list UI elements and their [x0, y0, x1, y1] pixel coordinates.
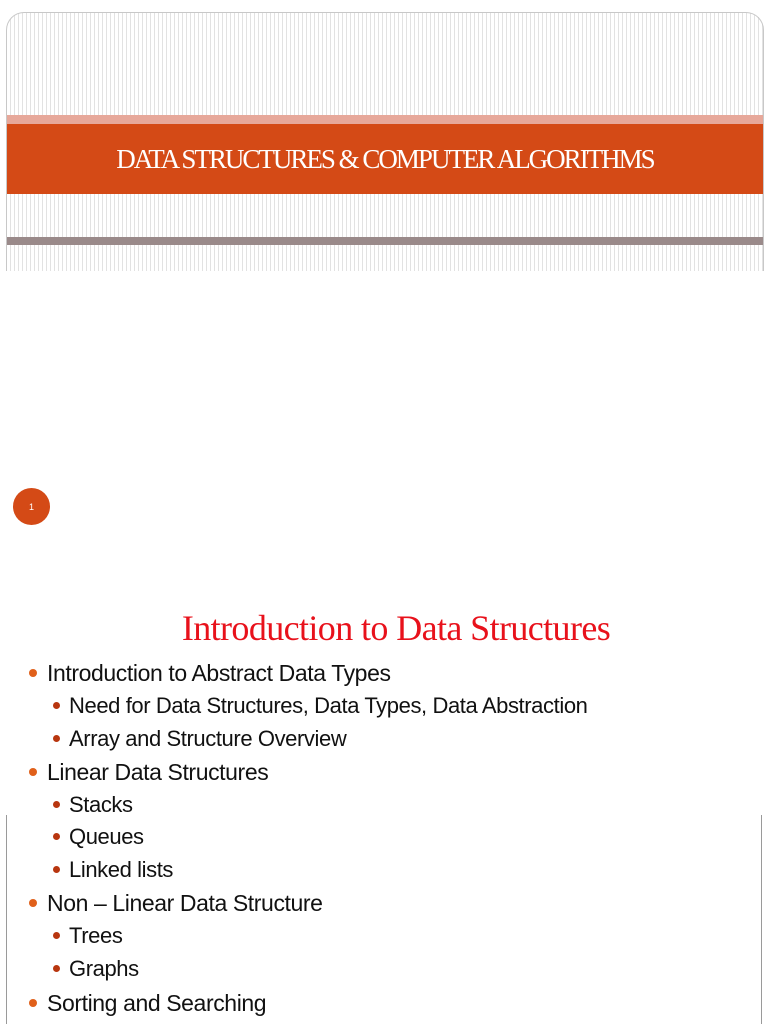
page-number-badge: 1: [13, 488, 50, 525]
outline-item: [29, 759, 268, 786]
slide-border-left: [6, 815, 7, 1024]
outline-item-text: Introduction to Abstract Data Types: [47, 660, 391, 686]
outline-item-text: Linear Data Structures: [47, 759, 269, 785]
bullet-icon: [53, 965, 60, 972]
outline-subitem: [53, 693, 588, 719]
outline-subitem: [53, 956, 139, 982]
bullet-icon: [53, 932, 60, 939]
outline-item-text: Trees: [69, 923, 123, 948]
bullet-icon: [53, 801, 60, 808]
outline-item-text: Array and Structure Overview: [69, 726, 347, 751]
outline-subitem: [53, 923, 122, 949]
outline-item-text: Graphs: [69, 956, 139, 981]
outline-item-text: Need for Data Structures, Data Types, Data Abstraction: [69, 693, 588, 718]
outline-item-text: Sorting and Searching: [47, 990, 267, 1016]
section-title: Introduction to Data Structures: [181, 608, 611, 648]
outline-item: [29, 890, 323, 917]
bullet-icon: [29, 768, 37, 776]
slide-border-right: [761, 815, 762, 1024]
divider-bar: [7, 237, 763, 245]
outline-item: [29, 990, 266, 1017]
bullet-icon: [53, 866, 60, 873]
outline-item-text: Queues: [69, 824, 144, 849]
title-slide: [6, 12, 764, 271]
bullet-icon: [53, 735, 60, 742]
bullet-icon: [29, 669, 37, 677]
slide-title: DATA STRUCTURES & COMPUTER ALGORITHMS: [116, 143, 654, 174]
outline-item-text: Non – Linear Data Structure: [47, 890, 323, 916]
bullet-icon: [29, 899, 37, 907]
bullet-icon: [53, 702, 60, 709]
bullet-icon: [29, 999, 37, 1007]
title-band: [7, 124, 763, 194]
outline-item-text: Stacks: [69, 792, 133, 817]
bullet-icon: [53, 833, 60, 840]
outline-subitem: [53, 824, 144, 850]
title-band-accent: [7, 115, 763, 124]
outline-item-text: Linked lists: [69, 857, 174, 882]
outline-subitem: [53, 726, 346, 752]
outline-item: [29, 660, 391, 687]
outline-subitem: [53, 792, 133, 818]
outline-subitem: [53, 857, 173, 883]
